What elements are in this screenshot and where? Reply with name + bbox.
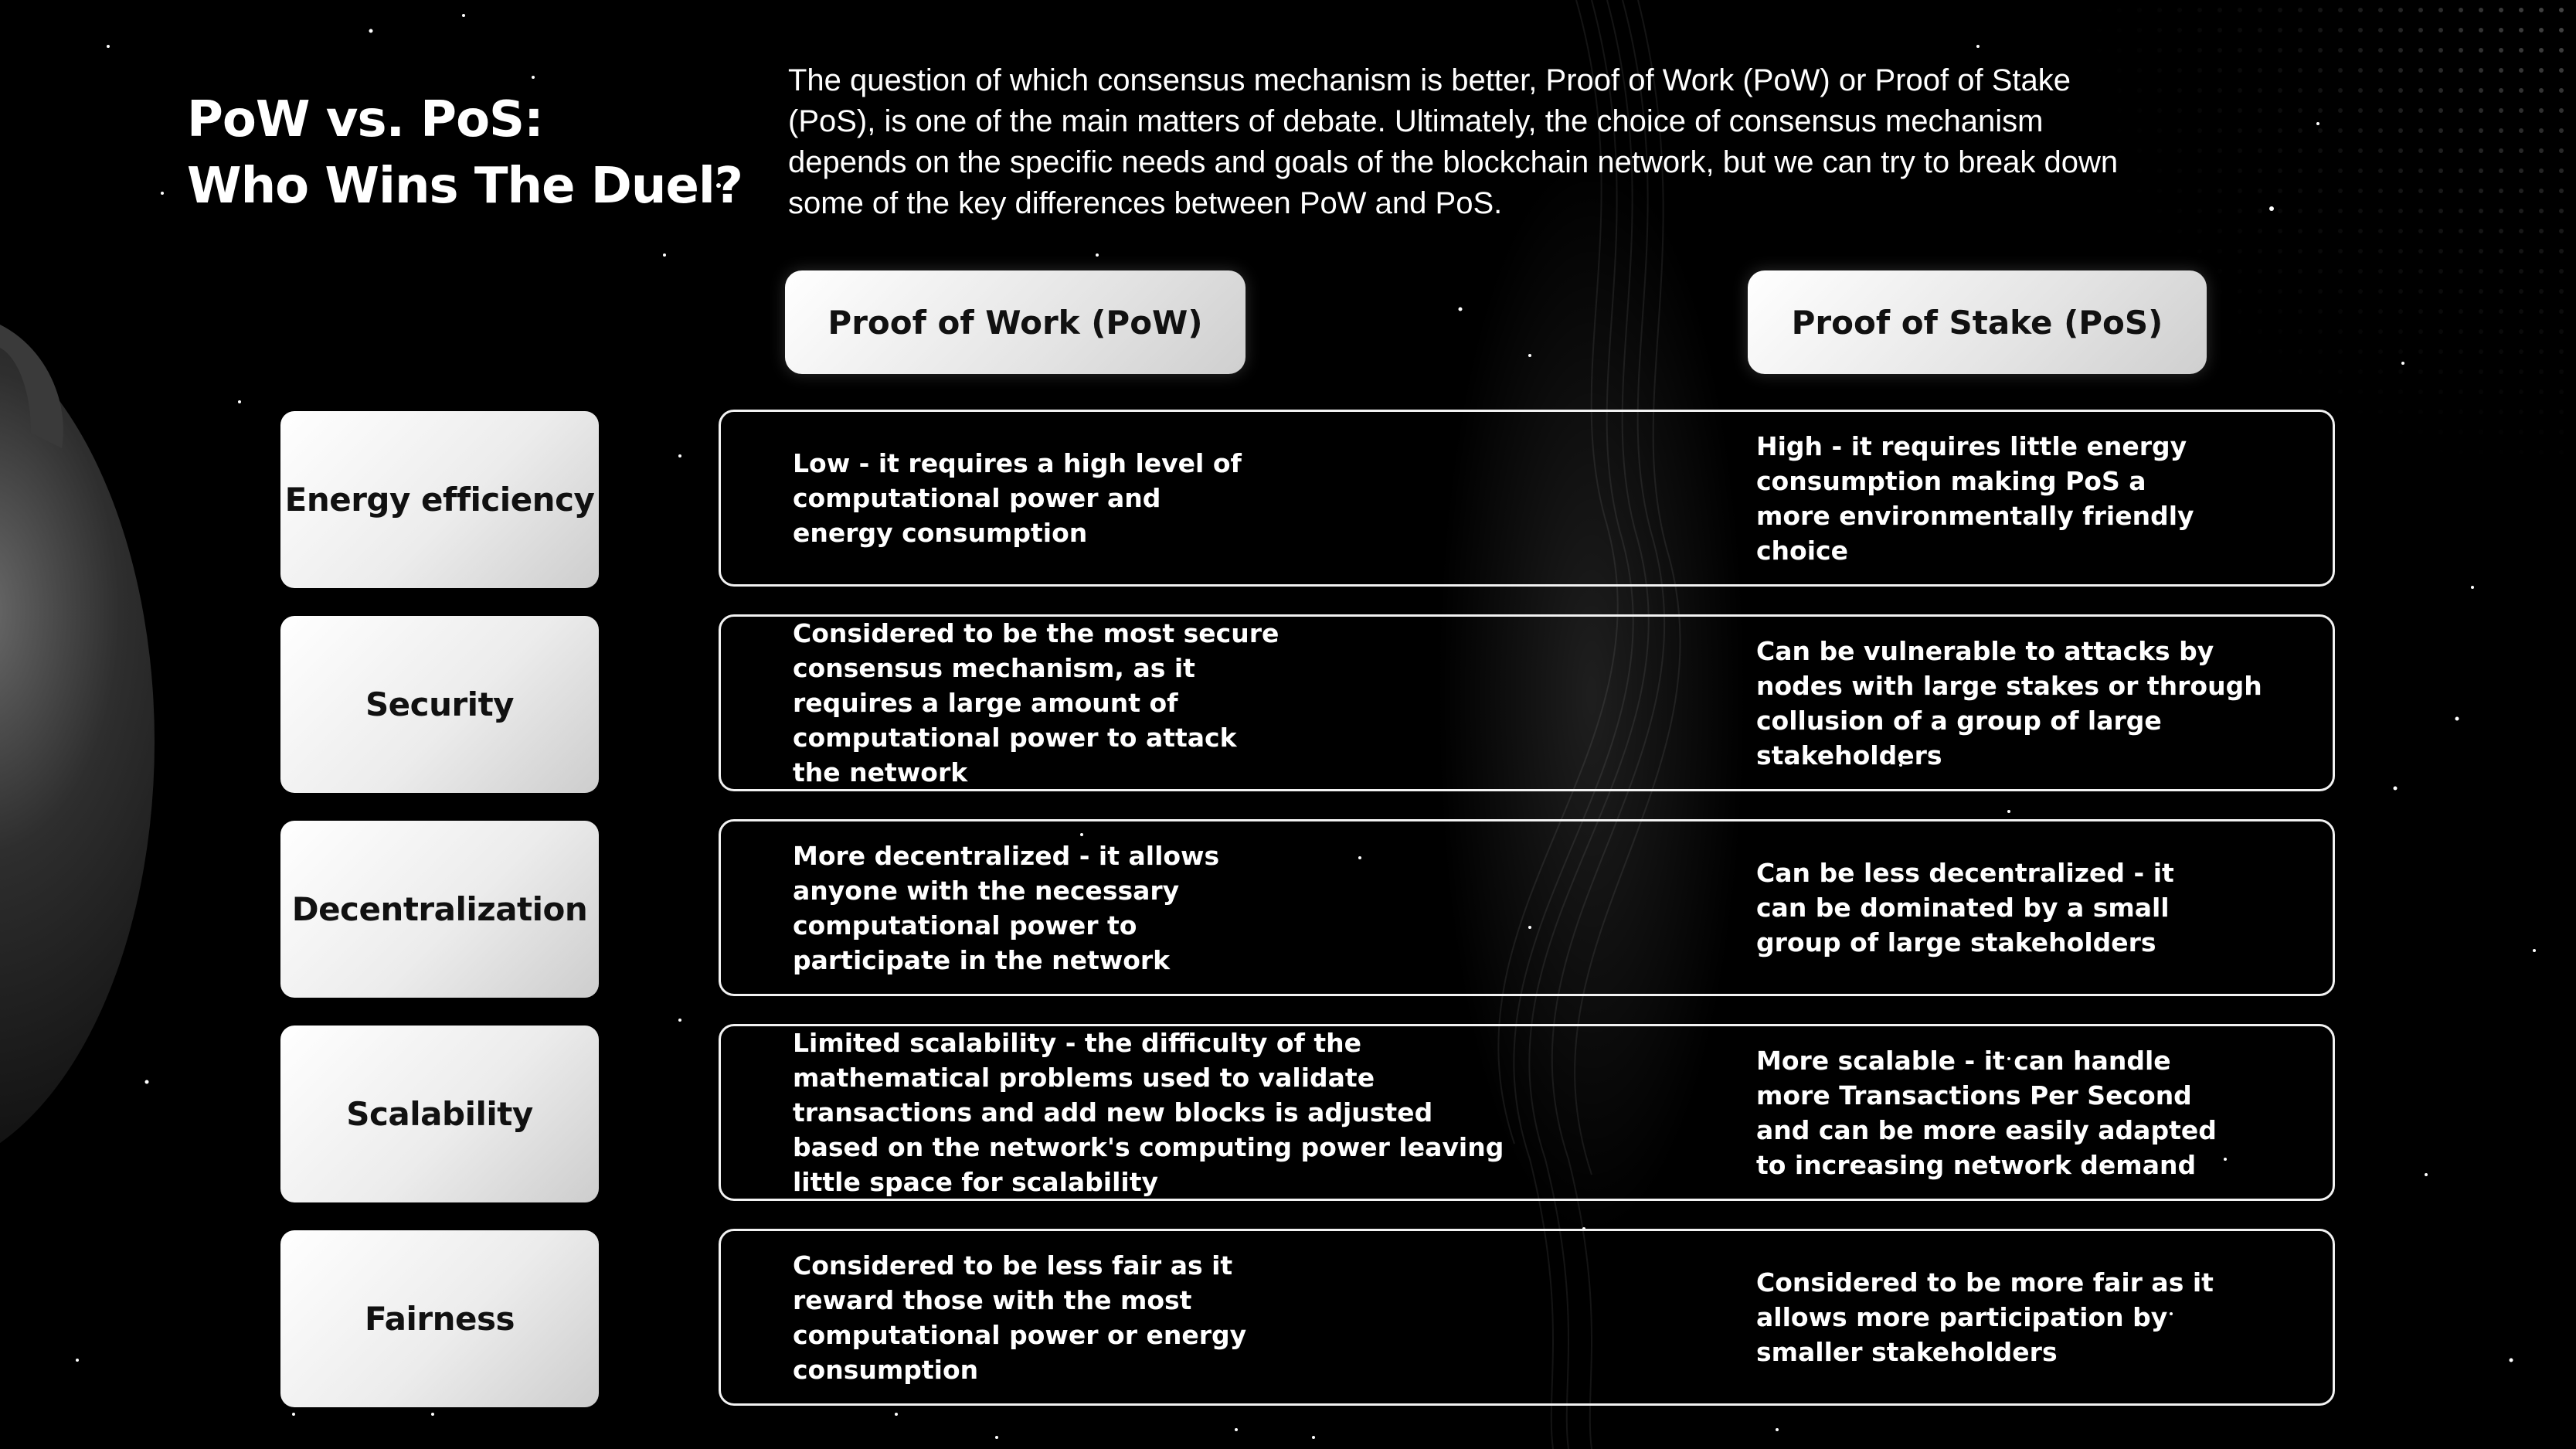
- comparison-row-energy-efficiency: [719, 410, 2335, 587]
- pos-cell: [1756, 412, 2297, 584]
- row-label-decentralization: Decentralization: [280, 821, 599, 998]
- pos-cell: [1756, 1231, 2297, 1403]
- pow-cell: [793, 617, 1565, 789]
- pos-cell: [1756, 821, 2297, 994]
- comparison-row-fairness: [719, 1229, 2335, 1406]
- pos-cell-text: Considered to be more fair as it allows more participation by smaller stakeholders: [1756, 1267, 2214, 1367]
- comparison-row-security: [719, 614, 2335, 791]
- pow-cell: [793, 1231, 1565, 1403]
- intro-paragraph: The question of which consensus mechanism is better, Proof of Work (PoW) or Proof of Stake (PoS), is one of the main matters of debate. Ultimately, the choice of consensus mechanism depends on the specific needs and goals of the blockchain network, but we can try to break down some of the key differences between PoW and PoS.: [788, 63, 2119, 220]
- row-label-scalability: Scalability: [280, 1026, 599, 1202]
- pow-column-header: Proof of Work (PoW): [785, 270, 1246, 374]
- pow-cell-text: Considered to be less fair as it reward those with the most computational power or energy consumption: [793, 1250, 1247, 1385]
- pos-cell: [1756, 617, 2297, 789]
- pos-cell-text: Can be vulnerable to attacks by nodes with large stakes or through collusion of a group of large stakeholders: [1756, 635, 2262, 770]
- pow-cell-text: Limited scalability - the difficulty of the mathematical problems used to validate transactions and add new blocks is adjusted based on the network's computing power leaving little space for scalability: [793, 1028, 1504, 1197]
- row-label-security: Security: [280, 616, 599, 793]
- row-label-energy-efficiency: Energy efficiency: [280, 411, 599, 588]
- pos-cell-text: More scalable - it can handle more Transactions Per Second and can be more easily adapted to increasing network demand: [1756, 1045, 2217, 1180]
- pos-cell-text: Can be less decentralized - it can be dominated by a small group of large stakeholders: [1756, 858, 2174, 957]
- title-line-1: PoW vs. PoS:: [187, 91, 543, 148]
- pos-cell-text: High - it requires little energy consumption making PoS a more environmentally friendly choice: [1756, 430, 2194, 566]
- page-title: [187, 87, 743, 219]
- comparison-row-decentralization: [719, 819, 2335, 996]
- row-label-fairness: Fairness: [280, 1230, 599, 1407]
- pow-cell-text: Considered to be the most secure consensus mechanism, as it requires a large amount of computational power to attack the network: [793, 618, 1280, 787]
- pow-cell: [793, 821, 1565, 994]
- pos-cell: [1756, 1026, 2297, 1199]
- pow-cell: [793, 1026, 1565, 1199]
- comparison-row-scalability: [719, 1024, 2335, 1201]
- pos-column-header: Proof of Stake (PoS): [1748, 270, 2207, 374]
- pow-cell-text: Low - it requires a high level of computational power and energy consumption: [793, 448, 1242, 548]
- title-line-2: Who Wins The Duel?: [187, 158, 743, 215]
- pow-cell-text: More decentralized - it allows anyone with the necessary computational power to participate in the network: [793, 840, 1220, 975]
- pow-cell: [793, 412, 1565, 584]
